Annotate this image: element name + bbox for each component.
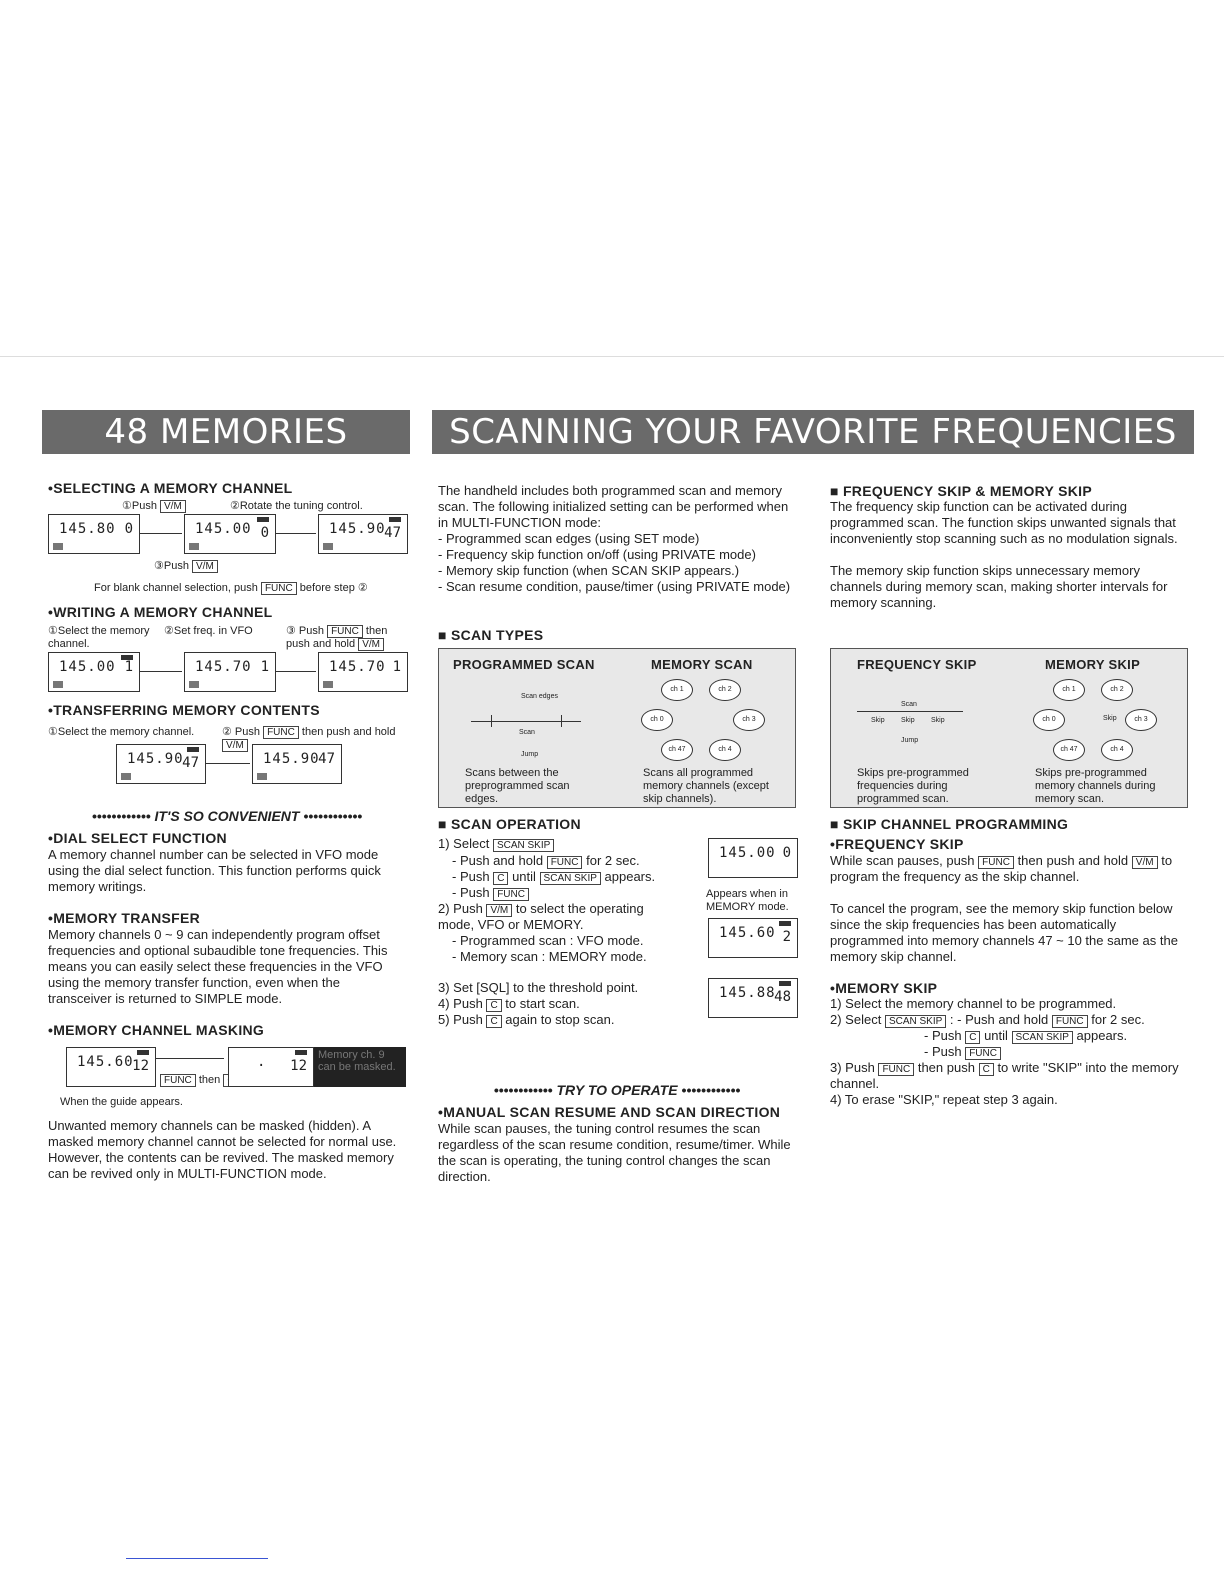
left-banner: 48 MEMORIES — [42, 410, 410, 454]
manual-body: While scan pauses, the tuning control resumes the scan regardless of the scan resume condition, resume/timer. While the scan is operating, the tuning control changes the scan direction. — [438, 1121, 791, 1184]
lcd-display: 145.00 0 — [184, 514, 276, 554]
op-step1a: - Push and hold FUNC for 2 sec. — [452, 853, 640, 868]
op-step1b: - Push C until SCAN SKIP appears. — [452, 869, 656, 884]
lcd-display: 145.00 1 — [48, 652, 140, 692]
fs-jump-label: Jump — [901, 737, 919, 744]
arrow — [140, 671, 182, 672]
fs-desc: Skips pre-programmed frequencies during programmed scan. — [857, 767, 969, 805]
ms-step2c: - Push FUNC — [924, 1044, 1001, 1060]
channel-node: ch 47 — [661, 739, 693, 761]
intro-item: - Memory skip function (when SCAN SKIP appears.) — [438, 563, 740, 578]
mem-title: MEMORY SCAN — [651, 657, 753, 672]
prog-edges-label: Scan edges — [521, 693, 558, 700]
transfer-step1: ①Select the memory channel. — [48, 726, 195, 738]
intro-item: - Programmed scan edges (using SET mode) — [438, 531, 700, 546]
masking-heading: •MEMORY CHANNEL MASKING — [48, 1022, 265, 1038]
fs-title: FREQUENCY SKIP — [857, 657, 977, 672]
fs-scan-label: Scan — [901, 701, 917, 708]
skip-body1: The frequency skip function can be activated during programmed scan. The function skips unwanted signals that inconveniently stop scanning such as no modulation signals. — [830, 499, 1178, 546]
channel-node: ch 4 — [1101, 739, 1133, 761]
op-step3: 3) Set [SQL] to the threshold point. — [438, 980, 639, 995]
prog-jump-label: Jump — [521, 751, 539, 758]
op-step1: 1) Select SCAN SKIP — [438, 836, 554, 852]
mtransfer-heading: •MEMORY TRANSFER — [48, 910, 201, 926]
transfer-heading: •TRANSFERRING MEMORY CONTENTS — [48, 702, 320, 718]
channel-node: ch 0 — [1033, 709, 1065, 731]
lcd-display: 145.80 0 — [48, 514, 140, 554]
vm-key: V/M — [192, 560, 218, 573]
ms-step1: 1) Select the memory channel to be programmed. — [830, 996, 1117, 1011]
channel-node: ch 0 — [641, 709, 673, 731]
mask-dark-box: Memory ch. 9 can be masked. — [314, 1047, 406, 1087]
channel-node: ch 2 — [709, 679, 741, 701]
lcd-display: 145.00 0 — [708, 838, 798, 878]
fs-skip-label: Skip — [901, 717, 915, 724]
ms-prog-heading: •MEMORY SKIP — [830, 980, 938, 996]
op-step4: 4) Push C to start scan. — [438, 996, 580, 1011]
write-step2: ②Set freq. in VFO — [164, 625, 253, 637]
dial-heading: •DIAL SELECT FUNCTION — [48, 830, 227, 846]
op-step1c: - Push FUNC — [452, 885, 529, 901]
skip-body2: The memory skip function skips unnecessary memory channels during memory scan, making shorter intervals for memory scanning. — [830, 563, 1168, 610]
arrow — [276, 671, 316, 672]
mtransfer-body: Memory channels 0 ~ 9 can independently program offset frequencies and optional subaudible tone frequencies. This means you can easily select these frequencies in the VFO using the memory transfer function, even when the transceiver is returned to SIMPLE mode. — [48, 927, 388, 1006]
manual-heading: •MANUAL SCAN RESUME AND SCAN DIRECTION — [438, 1104, 781, 1120]
lcd-display: 145.70 1 — [184, 652, 276, 692]
arrow — [276, 533, 316, 534]
scan-types-heading: ■ SCAN TYPES — [438, 627, 544, 643]
intro-item: - Frequency skip function on/off (using PRIVATE mode) — [438, 547, 756, 562]
op-step2c: - Programmed scan : VFO mode. — [452, 933, 644, 948]
prog-scan-label: Scan — [519, 729, 535, 736]
channel-node: ch 1 — [661, 679, 693, 701]
lcd-display: 145.60 12 — [66, 1047, 156, 1087]
lcd-display: . 12 — [228, 1047, 314, 1087]
channel-node: ch 3 — [1125, 709, 1157, 731]
select-step2: ②Rotate the tuning control. — [230, 500, 363, 512]
fs-skip-label: Skip — [871, 717, 885, 724]
op-step2d: - Memory scan : MEMORY mode. — [452, 949, 647, 964]
scan-artifact-line — [126, 1558, 268, 1559]
ms-step3: 3) Push FUNC then push C to write "SKIP" into the memory channel. — [830, 1060, 1179, 1091]
masking-guide: When the guide appears. — [60, 1096, 183, 1108]
dial-body: A memory channel number can be selected in VFO mode using the dial select function. This function performs quick memory writings. — [48, 847, 381, 894]
ms-title: MEMORY SKIP — [1045, 657, 1141, 672]
ms-step2b: - Push C until SCAN SKIP appears. — [924, 1028, 1128, 1043]
ms-step4: 4) To erase "SKIP," repeat step 3 again. — [830, 1092, 1058, 1107]
arrow — [206, 763, 250, 764]
scan-op-heading: ■ SCAN OPERATION — [438, 816, 581, 832]
lcd-display: 145.90 47 — [318, 514, 408, 554]
fs-prog-heading: •FREQUENCY SKIP — [830, 836, 964, 852]
vm-key: V/M — [160, 500, 186, 513]
arrow — [140, 533, 182, 534]
skip-prog-heading: ■ SKIP CHANNEL PROGRAMMING — [830, 816, 1069, 832]
page-fold-line — [0, 356, 1224, 357]
write-heading: •WRITING A MEMORY CHANNEL — [48, 604, 273, 620]
op-step5: 5) Push C again to stop scan. — [438, 1012, 615, 1027]
channel-node: ch 2 — [1101, 679, 1133, 701]
masking-body: Unwanted memory channels can be masked (hidden). A masked memory channel cannot be selected for normal use. However, the contents can be revived. The masked memory can be revived only in MULTI-FUNCTION mode. — [48, 1118, 397, 1181]
channel-node: ch 1 — [1053, 679, 1085, 701]
channel-node: ch 3 — [733, 709, 765, 731]
prog-title: PROGRAMMED SCAN — [453, 657, 595, 672]
op-step2: 2) Push V/M to select the operating mode, VFO or MEMORY. — [438, 901, 644, 932]
ms-desc: Skips pre-programmed memory channels during memory scan. — [1035, 767, 1156, 805]
mem-desc: Scans all programmed memory channels (except skip channels). — [643, 767, 769, 805]
ms-step2: 2) Select SCAN SKIP : - Push and hold FUNC for 2 sec. — [830, 1012, 1145, 1027]
cancel-body: To cancel the program, see the memory skip function below since the skip frequencies has been automatically programmed into memory channels 47 ~ 10 the same as the memory skip channel. — [830, 901, 1178, 964]
write-step3: ③ Push FUNC then push and hold V/M — [286, 625, 388, 650]
write-step1: ①Select the memory channel. — [48, 625, 150, 650]
skip-heading: ■ FREQUENCY SKIP & MEMORY SKIP — [830, 483, 1092, 499]
arrow — [156, 1058, 224, 1059]
scan-edge-marker — [491, 715, 492, 727]
fs-prog-body: While scan pauses, push FUNC then push and hold V/M to program the frequency as the skip channel. — [830, 853, 1173, 884]
lcd-display: 145.70 1 — [318, 652, 408, 692]
scan-line — [857, 711, 963, 712]
select-heading: •SELECTING A MEMORY CHANNEL — [48, 480, 293, 496]
scan-edge-marker — [561, 715, 562, 727]
masking-step: FUNC then — [160, 1074, 239, 1087]
transfer-step2: ② Push FUNC then push and hold V/M — [222, 726, 396, 751]
skip-types-panel — [830, 648, 1188, 808]
func-key: FUNC — [261, 582, 297, 595]
scan-types-panel — [438, 648, 796, 808]
intro-item: - Scan resume condition, pause/timer (using PRIVATE mode) — [438, 579, 791, 594]
fs-skip-label: Skip — [931, 717, 945, 724]
lcd-display: 145.60 2 — [708, 918, 798, 958]
select-step3: ③Push V/M — [154, 560, 218, 573]
lcd-display: 145.90 47 — [252, 744, 342, 784]
try-title: •••••••••••• TRY TO OPERATE •••••••••••• — [493, 1082, 741, 1098]
right-banner: SCANNING YOUR FAVORITE FREQUENCIES — [432, 410, 1194, 454]
scan-line — [471, 721, 581, 722]
scan-intro: The handheld includes both programmed scan and memory scan. The following initialized setting can be performed when in MULTI-FUNCTION mode: — [438, 483, 789, 530]
ms-skip-label: Skip — [1103, 715, 1117, 722]
appears-note: Appears when in MEMORY mode. — [706, 888, 789, 913]
select-note: For blank channel selection, push FUNC before step ② — [94, 582, 368, 594]
select-step1: ①Push V/M — [122, 500, 186, 513]
prog-desc: Scans between the preprogrammed scan edges. — [465, 767, 570, 805]
convenient-title: •••••••••••• IT'S SO CONVENIENT •••••••••••• — [91, 808, 363, 824]
lcd-display: 145.88 48 — [708, 978, 798, 1018]
lcd-display: 145.90 47 — [116, 744, 206, 784]
channel-node: ch 4 — [709, 739, 741, 761]
channel-node: ch 47 — [1053, 739, 1085, 761]
